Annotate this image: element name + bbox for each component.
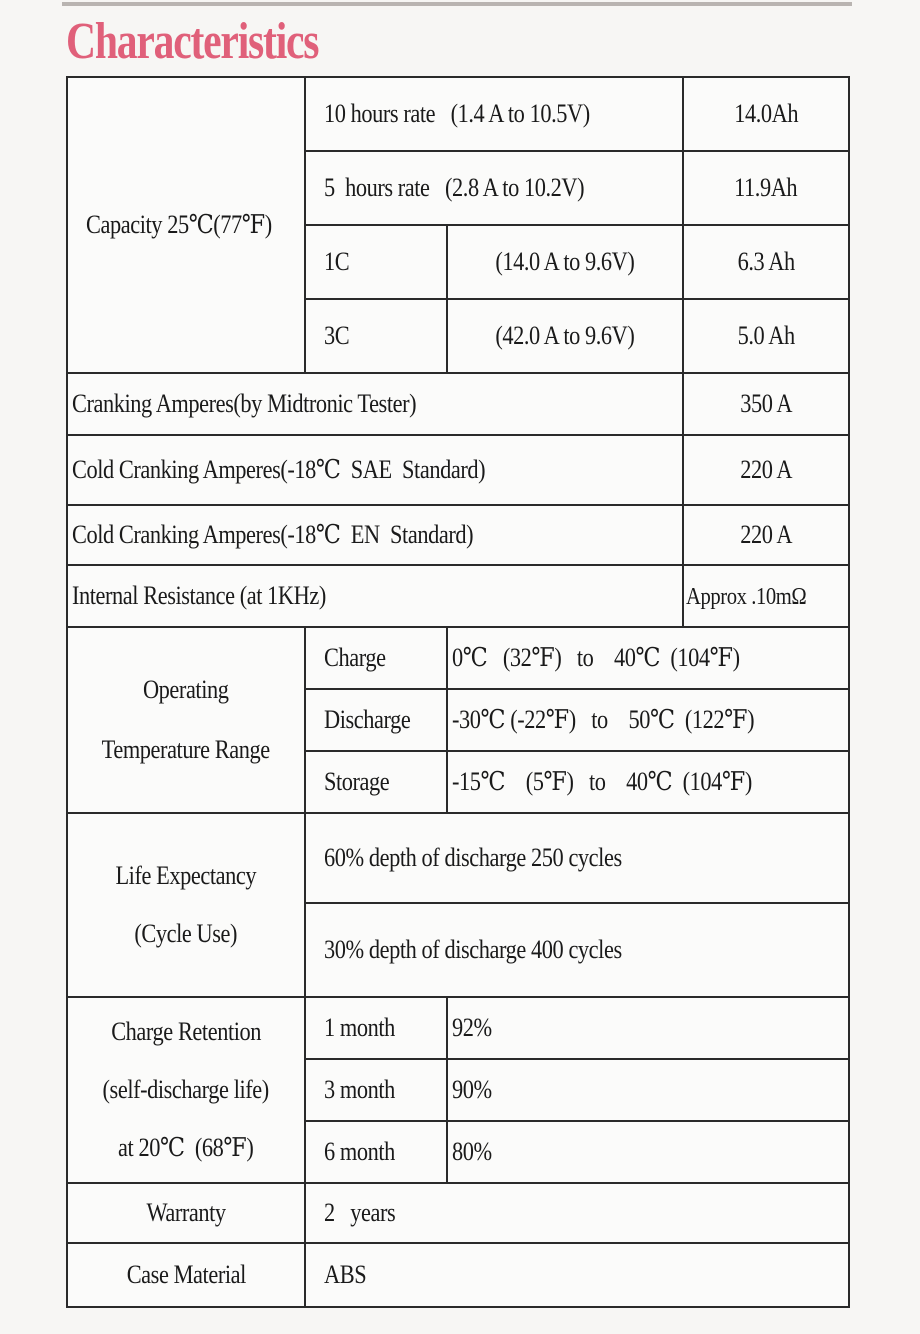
retention-period-cell — [305, 1059, 447, 1121]
internal-resistance-label: Internal Resistance (at 1KHz) — [72, 581, 326, 610]
table-row — [67, 1243, 849, 1307]
life-expectancy-label-line2: (Cycle Use) — [134, 919, 238, 948]
cranking-label-cell — [67, 373, 683, 435]
temp-range: -15℃ (5℉) to 40℃ (104℉) — [452, 767, 752, 796]
retention-period: 6 month — [324, 1137, 395, 1166]
temp-mode: Charge — [324, 643, 386, 672]
retention-value: 92% — [452, 1013, 492, 1042]
table-row — [67, 1183, 849, 1243]
temp-range: -30℃ (-22℉) to 50℃ (122℉) — [452, 705, 755, 734]
capacity-value: 11.9Ah — [734, 173, 798, 202]
charge-retention-label-line3: at 20℃ (68℉) — [118, 1133, 254, 1162]
charge-retention-label-line1: Charge Retention — [111, 1017, 261, 1046]
capacity-condition: (14.0 A to 9.6V) — [495, 247, 635, 276]
table-row — [67, 435, 849, 505]
cca-en-value-cell — [683, 505, 849, 565]
capacity-rate: 10 hours rate — [324, 99, 436, 128]
retention-value-cell — [447, 1059, 849, 1121]
temp-range-cell — [447, 689, 849, 751]
cca-sae-value-cell — [683, 435, 849, 505]
operating-temp-label-line2: Temperature Range — [101, 735, 271, 764]
temp-mode-cell — [305, 689, 447, 751]
cca-sae-label-cell — [67, 435, 683, 505]
case-material-value-cell — [305, 1243, 849, 1307]
charge-retention-label-cell — [67, 997, 305, 1183]
temp-mode-cell — [305, 627, 447, 689]
retention-period-cell — [305, 1121, 447, 1183]
capacity-rate-cell — [305, 225, 447, 299]
internal-resistance-label-cell — [67, 565, 683, 627]
cranking-label: Cranking Amperes(by Midtronic Tester) — [72, 389, 417, 418]
internal-resistance-value-cell — [683, 565, 849, 627]
capacity-condition: (42.0 A to 9.6V) — [495, 321, 635, 350]
life-expectancy-cell — [305, 813, 849, 903]
capacity-rate-cell — [305, 77, 683, 151]
capacity-value-cell — [683, 225, 849, 299]
cca-sae-value: 220 A — [740, 455, 792, 484]
temp-range: 0℃ (32℉) to 40℃ (104℉) — [452, 643, 740, 672]
temp-mode: Discharge — [324, 705, 411, 734]
capacity-rate-cell — [305, 299, 447, 373]
case-material-label-cell — [67, 1243, 305, 1307]
life-expectancy-cell — [305, 903, 849, 997]
warranty-label: Warranty — [146, 1198, 226, 1227]
life-expectancy-label-cell — [67, 813, 305, 997]
cranking-value: 350 A — [740, 389, 792, 418]
cca-sae-label: Cold Cranking Amperes(-18℃ SAE Standard) — [72, 455, 486, 484]
table-row — [67, 997, 849, 1059]
case-material-value: ABS — [324, 1260, 367, 1289]
life-expectancy-label-line1: Life Expectancy — [115, 861, 257, 890]
table-row — [67, 813, 849, 903]
operating-temp-label-cell — [67, 627, 305, 813]
capacity-value: 5.0 Ah — [737, 321, 795, 350]
retention-period: 1 month — [324, 1013, 395, 1042]
table-row — [67, 505, 849, 565]
capacity-rate-cell — [305, 151, 683, 225]
operating-temp-label-line1: Operating — [143, 675, 229, 704]
table-row — [67, 565, 849, 627]
capacity-condition: (2.8 A to 10.2V) — [445, 173, 585, 202]
retention-value-cell — [447, 997, 849, 1059]
capacity-value: 14.0Ah — [734, 99, 798, 128]
table-row — [67, 627, 849, 689]
retention-period: 3 month — [324, 1075, 395, 1104]
cranking-value-cell — [683, 373, 849, 435]
capacity-condition: (1.4 A to 10.5V) — [450, 99, 590, 128]
warranty-label-cell — [67, 1183, 305, 1243]
case-material-label: Case Material — [126, 1260, 246, 1289]
retention-value: 80% — [452, 1137, 492, 1166]
warranty-value: 2 years — [324, 1198, 396, 1227]
capacity-value-cell — [683, 77, 849, 151]
capacity-rate: 1C — [324, 247, 350, 276]
capacity-value-cell — [683, 299, 849, 373]
retention-value-cell — [447, 1121, 849, 1183]
capacity-value-cell — [683, 151, 849, 225]
temp-range-cell — [447, 627, 849, 689]
cca-en-label-cell — [67, 505, 683, 565]
characteristics-table — [66, 76, 850, 1308]
capacity-label-cell — [67, 77, 305, 373]
capacity-rate: 5 hours rate — [324, 173, 430, 202]
table-row — [67, 373, 849, 435]
charge-retention-label-line2: (self-discharge life) — [102, 1075, 270, 1104]
temp-mode-cell — [305, 751, 447, 813]
capacity-rate: 3C — [324, 321, 350, 350]
temp-mode: Storage — [324, 767, 390, 796]
capacity-label: Capacity 25℃(77℉) — [86, 210, 272, 239]
life-expectancy-value: 60% depth of discharge 250 cycles — [324, 843, 622, 872]
temp-range-cell — [447, 751, 849, 813]
warranty-value-cell — [305, 1183, 849, 1243]
cca-en-value: 220 A — [740, 520, 792, 549]
cca-en-label: Cold Cranking Amperes(-18℃ EN Standard) — [72, 520, 474, 549]
capacity-condition-cell — [447, 225, 683, 299]
retention-period-cell — [305, 997, 447, 1059]
top-rule — [62, 2, 852, 6]
life-expectancy-value: 30% depth of discharge 400 cycles — [324, 935, 622, 964]
capacity-value: 6.3 Ah — [737, 247, 795, 276]
internal-resistance-value: Approx .10mΩ — [686, 584, 807, 610]
page-title: Characteristics — [66, 13, 319, 70]
capacity-condition-cell — [447, 299, 683, 373]
table-row — [67, 77, 849, 151]
retention-value: 90% — [452, 1075, 492, 1104]
